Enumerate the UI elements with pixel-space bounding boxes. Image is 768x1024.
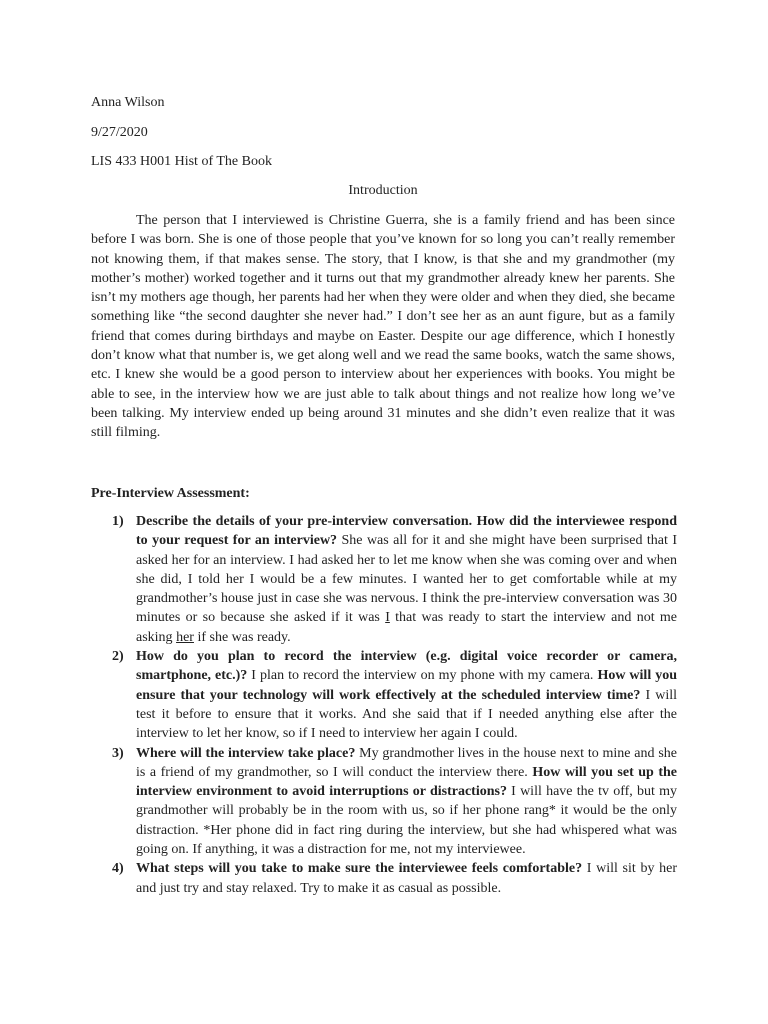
answer-text: that was ready to start the interview and not me asking — [136, 610, 677, 645]
answer-text: She was all for it and she might have been surprised that I asked her for an interview. I had asked her to let me know when she was coming over and when she did, I told her I would be a few minutes. I wanted her to get comfortable while at my grandmother’s house just in case she was nervous. I think the pre-interview conversation was 30 minutes or so because she asked if it was — [136, 533, 677, 626]
question-text: How will you set up the interview environment to avoid interruptions or distractions? — [136, 764, 677, 800]
answer-text: if she was ready. — [193, 629, 291, 645]
assessment-heading: Pre-Interview Assessment: — [91, 486, 250, 501]
underlined-word: I — [385, 610, 390, 626]
item-number: 3) — [112, 745, 124, 761]
question-text: Describe the details of your pre-interview conversation. How did the interviewee respond to your request for an interview? — [136, 514, 677, 549]
list-item — [91, 647, 677, 743]
introduction-paragraph: The person that I interviewed is Christine Guerra, she is a family friend and has been since before I was born. She is one of those people that you’ve known for so long you can’t really remember not knowing them, if that makes sense. The story, that I know, is that she and my grandmother (my mother’s mother) worked together and it turns out that my grandmother already knew her parents. She isn’t my mothers age though, her parents had her when they were older and when they died, she became something like “the second daughter she never had.” I don’t see her as an aunt figure, but as a family friend that comes during birthdays and maybe on Easter. Despite our age difference, which I honestly don’t know what that number is, we get along well and we read the same books, watch the same shows, etc. I knew she would be a good person to interview about her experiences with books. You might be able to see, in the interview how we are just able to talk about things and not realize how long we’ve been talking. My interview ended up being around 31 minutes and she didn’t even realize that it was still filming. — [91, 213, 675, 441]
assessment-list — [91, 512, 677, 898]
question-text: How will you ensure that your technology will work effectively at the scheduled interview time? — [136, 668, 677, 703]
course-line: LIS 433 H001 Hist of The Book — [91, 154, 272, 169]
introduction-title-row — [0, 181, 768, 200]
answer-text: My grandmother lives in the house next to mine and she is a friend of my grandmother, so I will conduct the interview there. — [136, 745, 677, 780]
underlined-word: her — [176, 629, 194, 645]
date-line: 9/27/2020 — [91, 125, 148, 140]
answer-text: I will test it before to ensure that it works. And she said that if I needed anything else after the interview to let her know, so if I need to interview her again I could. — [136, 687, 677, 742]
question-text: How do you plan to record the interview (e.g. digital voice recorder or camera, smartphone, etc.)? — [136, 649, 677, 684]
question-text: What steps will you take to make sure the interviewee feels comfortable? — [136, 861, 583, 877]
question-text: Where will the interview take place? — [136, 745, 356, 761]
list-item — [91, 512, 677, 647]
item-number: 4) — [112, 861, 124, 877]
list-item — [91, 859, 677, 898]
answer-text: I will have the tv off, but my grandmother will probably be in the room with us, so if her phone rang* it would be the only distraction. *Her phone did in fact ring during the interview, but she had whispered what was going on. If anything, it was a distraction for me, not my interviewee. — [136, 784, 677, 858]
list-item — [91, 744, 677, 860]
answer-text: I plan to record the interview on my phone with my camera. — [247, 668, 598, 684]
author-name: Anna Wilson — [91, 95, 165, 110]
item-number: 2) — [112, 649, 124, 665]
item-number: 1) — [112, 514, 124, 529]
answer-text: I will sit by her and just try and stay relaxed. Try to make it as casual as possible. — [136, 861, 677, 896]
introduction-title: Introduction — [348, 183, 418, 198]
